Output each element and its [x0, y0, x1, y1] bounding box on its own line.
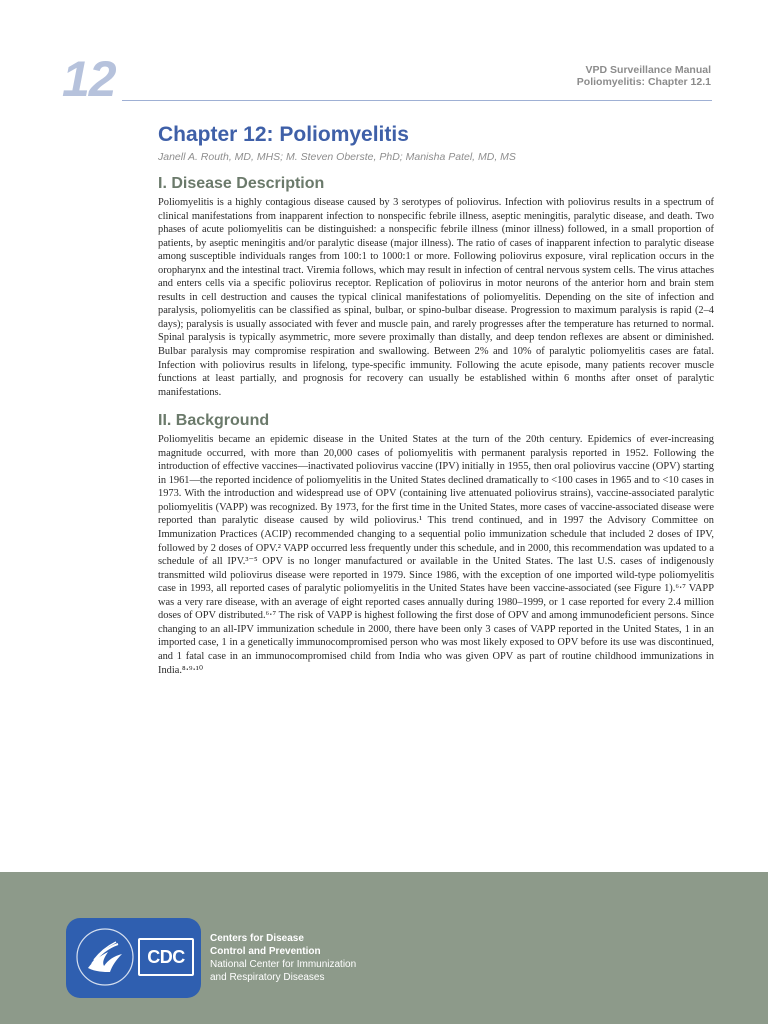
cdc-logo: [138, 938, 194, 976]
running-header: [577, 64, 711, 88]
section-title-disease-description: I. Disease Description: [158, 175, 325, 192]
center-line-1: National Center for Immunization: [210, 959, 357, 970]
org-line-2: Control and Prevention: [210, 946, 321, 957]
section-title-background: II. Background: [158, 412, 270, 430]
authors: Janell A. Routh, MD, MHS; M. Steven Oberste, PhD; Manisha Patel, MD, MS: [158, 151, 516, 163]
section-body-background: Poliomyelitis became an epidemic disease in the United States at the turn of the 20th century. Epidemics of ever-increasing magnitude occurred, with more than 20,000 cases of poliomyelitis with permanent paralysis reported in 1952. Following the introduction of effective vaccines—inactivated poliovirus vaccine (IPV) initially in 1955, then oral poliovirus vaccine (OPV) starting in 1961—the reported incidence of poliomyelitis in the United States declined dramatically to <100 cases in 1965 and to <10 cases in 1973. With the introduction and widespread use of OPV (containing live attenuated poliovirus strains), vaccine-associated paralytic poliomyelitis (VAPP) was recognized. By 1973, for the first time in the United States, more cases of vaccine-associated disease were reported than paralytic disease caused by wild poliovirus.¹ This trend continued, and in 1997 the Advisory Committee on Immunization Practices (ACIP) recommended changing to a sequential polio immunization schedule that included 2 doses of IPV, followed by 2 doses of OPV.² VAPP occurred less frequently under this schedule, and in 2000, this recommendation was updated to a schedule of all IPV.³⁻⁵ OPV is no longer manufactured or available in the United States. The last U.S. cases of indigenously transmitted wild poliovirus disease were reported in 1979. Since 1986, with the exception of one imported wild-type poliomyelitis case in 1993, all reported cases of paralytic poliomyelitis in the United States have been vaccine-associated (see Figure 1).⁶⋅⁷ VAPP was a very rare disease, with an average of eight reported cases annually during 1980–1999, or 1 case reported for every 2.4 million doses of OPV distributed.⁶⋅⁷ The risk of VAPP is highest following the first dose of OPV and among immunodeficient persons. Since changing to an all-IPV immunization schedule in 2000, there have been only 3 cases of VAPP reported in the United States, 1 in an imported case, 1 in a genetically immunocompromised person who was most likely exposed to OPV before its use was discontinued, and 1 fatal case in an immunocompromised child from India who was given OPV as part of routine childhood immunizations in India.⁸⋅⁹⋅¹⁰: [158, 434, 714, 676]
chapter-title: Chapter 12: Poliomyelitis: [158, 123, 409, 146]
main-content: [158, 120, 714, 677]
header-rule: [122, 100, 712, 101]
section-body-disease-description: Poliomyelitis is a highly contagious disease caused by 3 serotypes of poliovirus. Infection with poliovirus results in a spectrum of clinical manifestations from inapparent infection to nonspecific febrile illness, aseptic meningitis, paralytic disease, and death. Two phases of acute poliomyelitis can be distinguished: a nonspecific febrile illness (minor illness) followed, in a small proportion of patients, by aseptic meningitis and/or paralytic disease (major illness). The ratio of cases of inapparent infection to paralytic disease among susceptible individuals ranges from 100:1 to 1000:1 or more. Following poliovirus exposure, viral replication occurs in the oropharynx and the intestinal tract. Viremia follows, which may result in infection of central nervous system cells. The virus attaches and enters cells via a specific poliovirus receptor. Replication of poliovirus in motor neurons of the anterior horn and brain stem results in cell destruction and causes the typical clinical manifestations of poliomyelitis. Depending on the site of infection and paralysis, poliomyelitis can be classified as spinal, bulbar, or spino-bulbar disease. Progression to maximum paralysis is rapid (2–4 days); paralysis is usually associated with fever and muscle pain, and rarely progresses after the temperature has returned to normal. Spinal paralysis is typically asymmetric, more severe proximally than distally, and deep tendon reflexes are absent or diminished. Bulbar paralysis may compromise respiration and swallowing. Between 2% and 10% of paralytic poliomyelitis cases are fatal. Infection with poliovirus results in lifelong, type-specific immunity. Following the acute episode, many patients recover muscle functions at least partially, and prognosis for recovery can usually be established within 6 months after onset of paralytic manifestations.: [158, 197, 714, 398]
center-line-2: and Respiratory Diseases: [210, 972, 325, 983]
hhs-cdc-logo: [66, 918, 201, 998]
org-line-1: Centers for Disease: [210, 933, 304, 944]
hhs-eagle-icon: [74, 926, 136, 988]
cdc-logo-text: CDC: [138, 938, 194, 976]
chapter-number: 12: [62, 51, 116, 107]
manual-title: VPD Surveillance Manual: [585, 64, 711, 76]
chapter-label: Poliomyelitis: Chapter 12.1: [576, 76, 711, 88]
footer-org-text: [210, 932, 356, 984]
